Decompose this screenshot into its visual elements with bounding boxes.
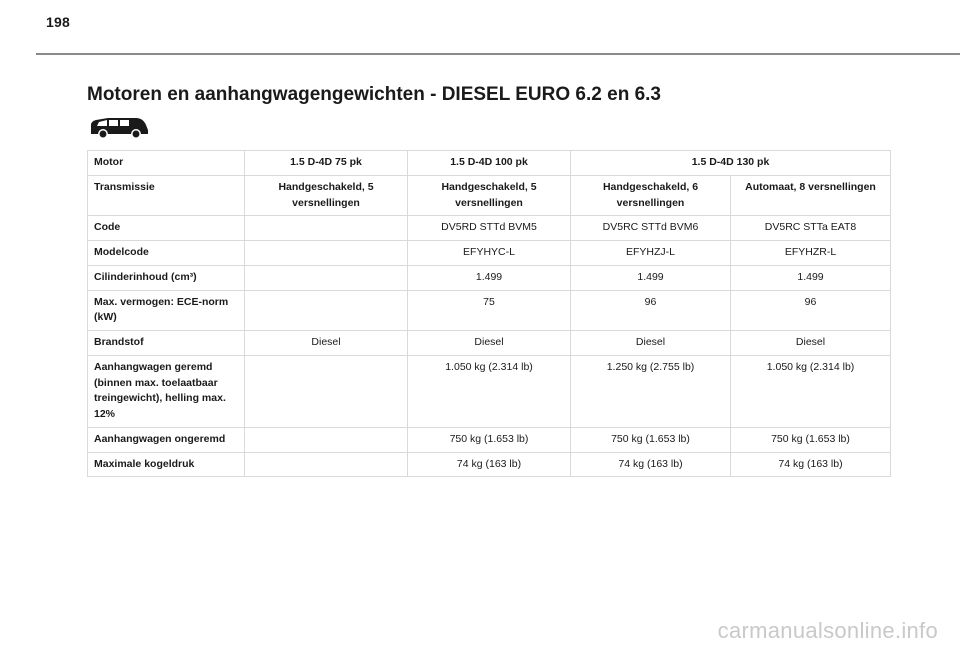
table-cell: EFYHYC-L xyxy=(408,241,571,266)
table-cell: 74 kg (163 lb) xyxy=(731,452,891,477)
table-cell: 1.050 kg (2.314 lb) xyxy=(731,355,891,427)
table-cell: Diesel xyxy=(245,331,408,356)
row-label: Code xyxy=(88,216,245,241)
row-label: Modelcode xyxy=(88,241,245,266)
table-cell: 74 kg (163 lb) xyxy=(408,452,571,477)
table-cell: 74 kg (163 lb) xyxy=(571,452,731,477)
table-cell xyxy=(245,427,408,452)
header-engine-130: 1.5 D-4D 130 pk xyxy=(571,151,891,176)
table-cell xyxy=(245,290,408,331)
table-cell: 1.050 kg (2.314 lb) xyxy=(408,355,571,427)
header-engine-100: 1.5 D-4D 100 pk xyxy=(408,151,571,176)
table-cell: 96 xyxy=(731,290,891,331)
table-row xyxy=(88,427,891,452)
table-row xyxy=(88,290,891,331)
table-cell: Diesel xyxy=(731,331,891,356)
table-row xyxy=(88,452,891,477)
row-label: Maximale kogeldruk xyxy=(88,452,245,477)
table-cell: 750 kg (1.653 lb) xyxy=(408,427,571,452)
table-cell: EFYHZJ-L xyxy=(571,241,731,266)
table-cell: 1.499 xyxy=(731,265,891,290)
transmission-cell: Handgeschakeld, 6 versnellingen xyxy=(571,175,731,216)
transmission-cell: Handgeschakeld, 5 versnellingen xyxy=(408,175,571,216)
table-cell: 1.499 xyxy=(571,265,731,290)
row-label: Brandstof xyxy=(88,331,245,356)
table-cell: 96 xyxy=(571,290,731,331)
table-cell: 750 kg (1.653 lb) xyxy=(731,427,891,452)
table-cell xyxy=(245,265,408,290)
page-title: Motoren en aanhangwagengewichten - DIESEL EURO 6.2 en 6.3 xyxy=(87,84,661,105)
transmission-cell: Handgeschakeld, 5 versnellingen xyxy=(245,175,408,216)
page-number: 198 xyxy=(46,14,70,30)
table-cell: DV5RD STTd BVM5 xyxy=(408,216,571,241)
table-header-row xyxy=(88,151,891,176)
row-label: Aanhangwagen geremd (binnen max. toelaatbaar treingewicht), helling max. 12% xyxy=(88,355,245,427)
table-cell: 1.499 xyxy=(408,265,571,290)
table-row xyxy=(88,216,891,241)
header-motor-label: Motor xyxy=(88,151,245,176)
engine-spec-table xyxy=(87,150,891,477)
watermark-text: carmanualsonline.info xyxy=(717,618,938,643)
row-label: Transmissie xyxy=(88,175,245,216)
header-divider xyxy=(36,53,960,55)
table-cell: EFYHZR-L xyxy=(731,241,891,266)
table-cell: DV5RC STTa EAT8 xyxy=(731,216,891,241)
table-cell xyxy=(245,216,408,241)
row-label: Aanhangwagen ongeremd xyxy=(88,427,245,452)
transmission-cell: Automaat, 8 versnellingen xyxy=(731,175,891,216)
table-cell: Diesel xyxy=(571,331,731,356)
table-row xyxy=(88,331,891,356)
table-row xyxy=(88,241,891,266)
header-engine-75: 1.5 D-4D 75 pk xyxy=(245,151,408,176)
table-cell: DV5RC STTd BVM6 xyxy=(571,216,731,241)
table-cell xyxy=(245,452,408,477)
table-cell: 750 kg (1.653 lb) xyxy=(571,427,731,452)
van-icon xyxy=(88,115,150,144)
table-cell: Diesel xyxy=(408,331,571,356)
table-row xyxy=(88,175,891,216)
table-cell: 75 xyxy=(408,290,571,331)
table-row xyxy=(88,355,891,427)
table-row xyxy=(88,265,891,290)
table-cell xyxy=(245,241,408,266)
table-cell: 1.250 kg (2.755 lb) xyxy=(571,355,731,427)
row-label: Cilinderinhoud (cm³) xyxy=(88,265,245,290)
table-cell xyxy=(245,355,408,427)
row-label: Max. vermogen: ECE-norm (kW) xyxy=(88,290,245,331)
